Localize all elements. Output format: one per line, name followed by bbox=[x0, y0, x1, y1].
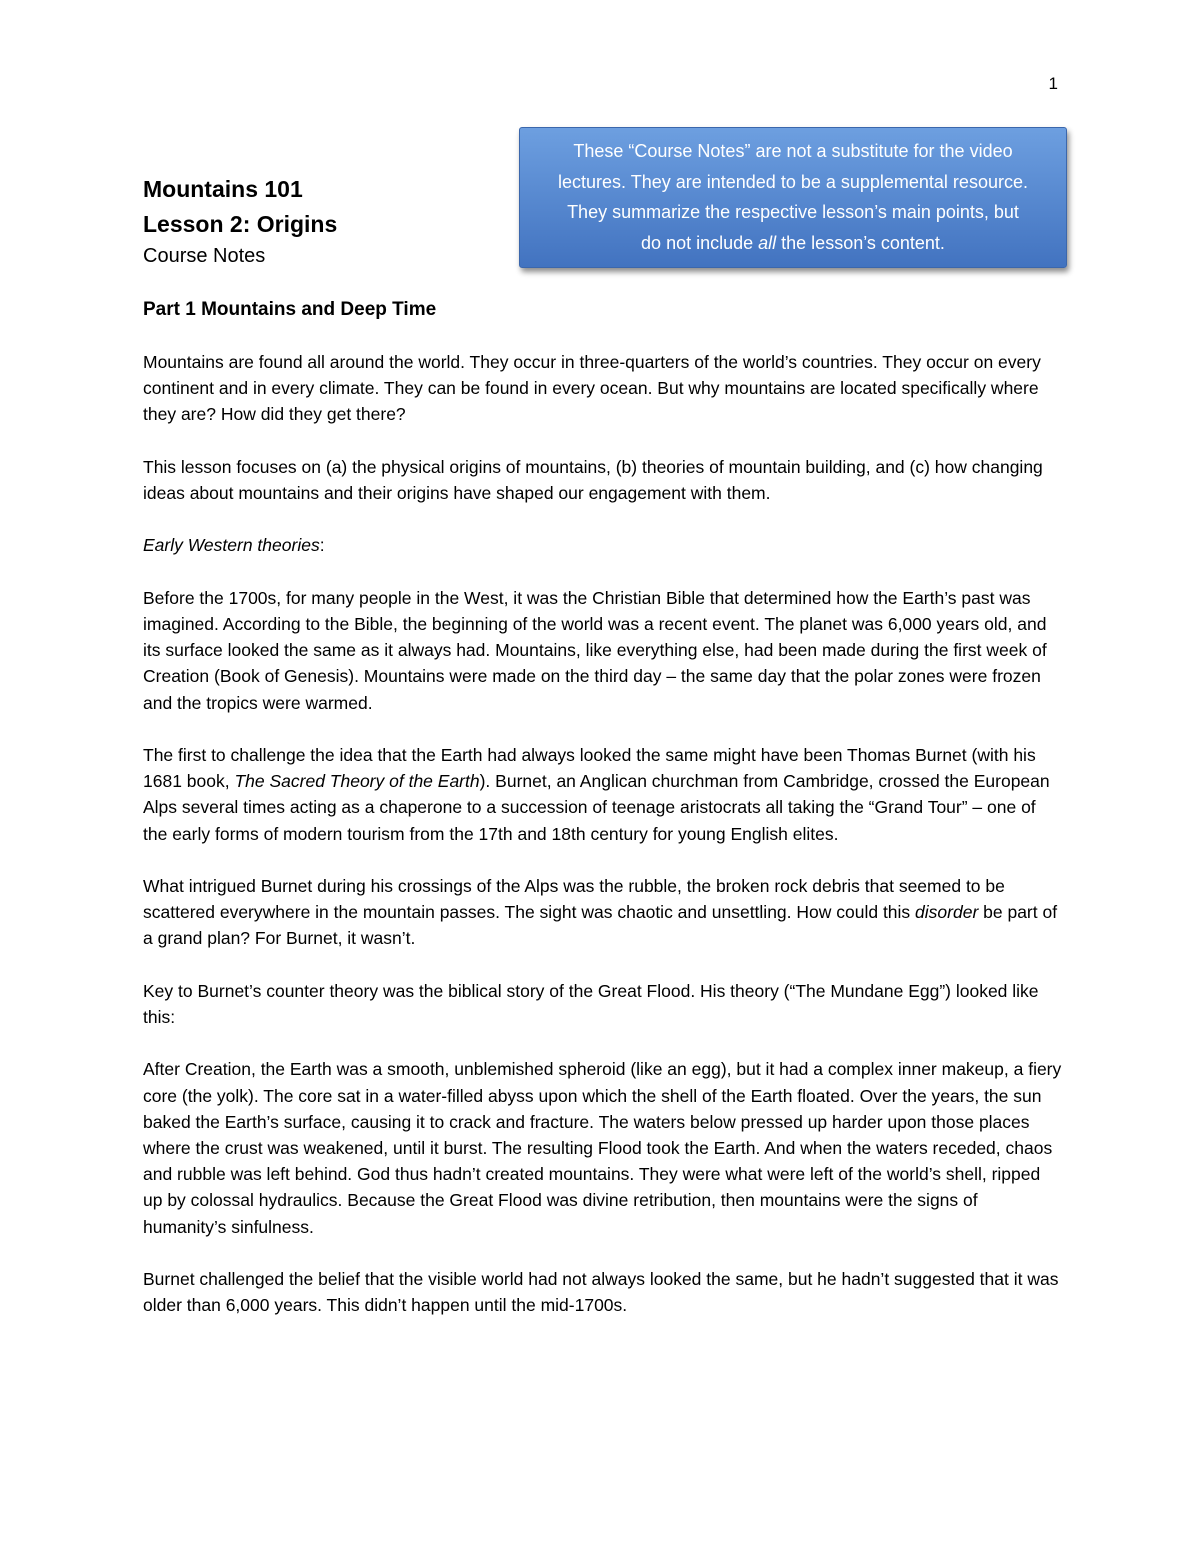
course-notes-label: Course Notes bbox=[143, 245, 266, 267]
callout-line: They summarize the respective lesson’s main points, but bbox=[567, 202, 1019, 222]
paragraph bbox=[143, 873, 1063, 952]
callout-line bbox=[532, 228, 1054, 259]
document-header bbox=[143, 172, 337, 270]
document-title: Mountains 101 bbox=[143, 176, 303, 202]
paragraph: Key to Burnet’s counter theory was the biblical story of the Great Flood. His theory (“The Mundane Egg”) looked like this: bbox=[143, 980, 1039, 1027]
paragraph: Before the 1700s, for many people in the West, it was the Christian Bible that determined how the Earth’s past was imagined. According to the Bible, the beginning of the world was a recent event. The planet was 6,000 years old, and its surface looked the same as it always had. Mountains, like everything else, had been made during the first week of Creation (Book of Genesis). Mountains were made on the third day – the same day that the polar zones were frozen and the tropics were warmed. bbox=[143, 587, 1047, 713]
callout-text: do not include bbox=[641, 232, 759, 253]
paragraph: Burnet challenged the belief that the visible world had not always looked the same, but he hadn’t suggested that it was older than 6,000 years. This didn’t happen until the mid-1700s. bbox=[143, 1268, 1059, 1316]
subheading-colon: : bbox=[319, 535, 325, 556]
callout-line: lectures. They are intended to be a supplemental resource. bbox=[558, 171, 1028, 192]
paragraph-text: be part of a grand plan? For Burnet, it wasn’t. bbox=[143, 902, 1058, 949]
document-body bbox=[143, 295, 1063, 1345]
emphasis: disorder bbox=[915, 902, 979, 923]
page-number: 1 bbox=[1048, 74, 1058, 93]
book-title: The Sacred Theory of the Earth bbox=[234, 771, 480, 792]
paragraph: Mountains are found all around the world. They occur in three-quarters of the world’s countries. They occur on every continent and in every climate. They can be found in every ocean. But why mountains are located specifically where they are? How did they get there? bbox=[143, 352, 1041, 425]
paragraph-text: ). Burnet, an Anglican churchman from Cambridge, crossed the European Alps several times acting as a chaperone to a succession of teenage aristocrats all taking the “Grand Tour” – one of the early forms of modern tourism from the 17th and 18th century for young English elites. bbox=[143, 771, 1050, 844]
subheading-text: Early Western theories bbox=[143, 535, 320, 556]
paragraph: This lesson focuses on (a) the physical origins of mountains, (b) theories of mountain building, and (c) how changing ideas about mountains and their origins have shaped our engagement with them. bbox=[143, 456, 1043, 503]
paragraph bbox=[143, 742, 1063, 847]
paragraph: After Creation, the Earth was a smooth, unblemished spheroid (like an egg), but it had a complex inner makeup, a fiery core (the yolk). The core sat in a water-filled abyss upon which the shell of the Earth floated. Over the years, the sun baked the Earth’s surface, causing it to crack and fracture. The waters below pressed up harder upon those places where the crust was weakened, until it burst. The resulting Flood took the Earth. And when the waters receded, chaos and rubble was left behind. God thus hadn’t created mountains. They were what were left of the world’s shell, ripped up by colossal hydraulics. Because the Great Flood was divine retribution, then mountains were the signs of humanity’s sinfulness. bbox=[143, 1059, 1062, 1237]
callout-text: the lesson’s content. bbox=[776, 232, 945, 253]
callout-line: These “Course Notes” are not a substitute for the video bbox=[573, 141, 1013, 161]
section-heading: Part 1 Mountains and Deep Time bbox=[143, 299, 437, 320]
callout-emphasis: all bbox=[758, 232, 777, 253]
disclaimer-callout bbox=[519, 127, 1067, 268]
subheading bbox=[143, 532, 1063, 558]
paragraph-text: What intrigued Burnet during his crossings of the Alps was the rubble, the broken rock debris that seemed to be scattered everywhere in the mountain passes. The sight was chaotic and unsettling. How could this bbox=[143, 875, 1005, 923]
paragraph-text: The first to challenge the idea that the Earth had always looked the same might have been Thomas Burnet (with his 1681 book, bbox=[143, 744, 1036, 792]
lesson-title: Lesson 2: Origins bbox=[143, 211, 338, 237]
